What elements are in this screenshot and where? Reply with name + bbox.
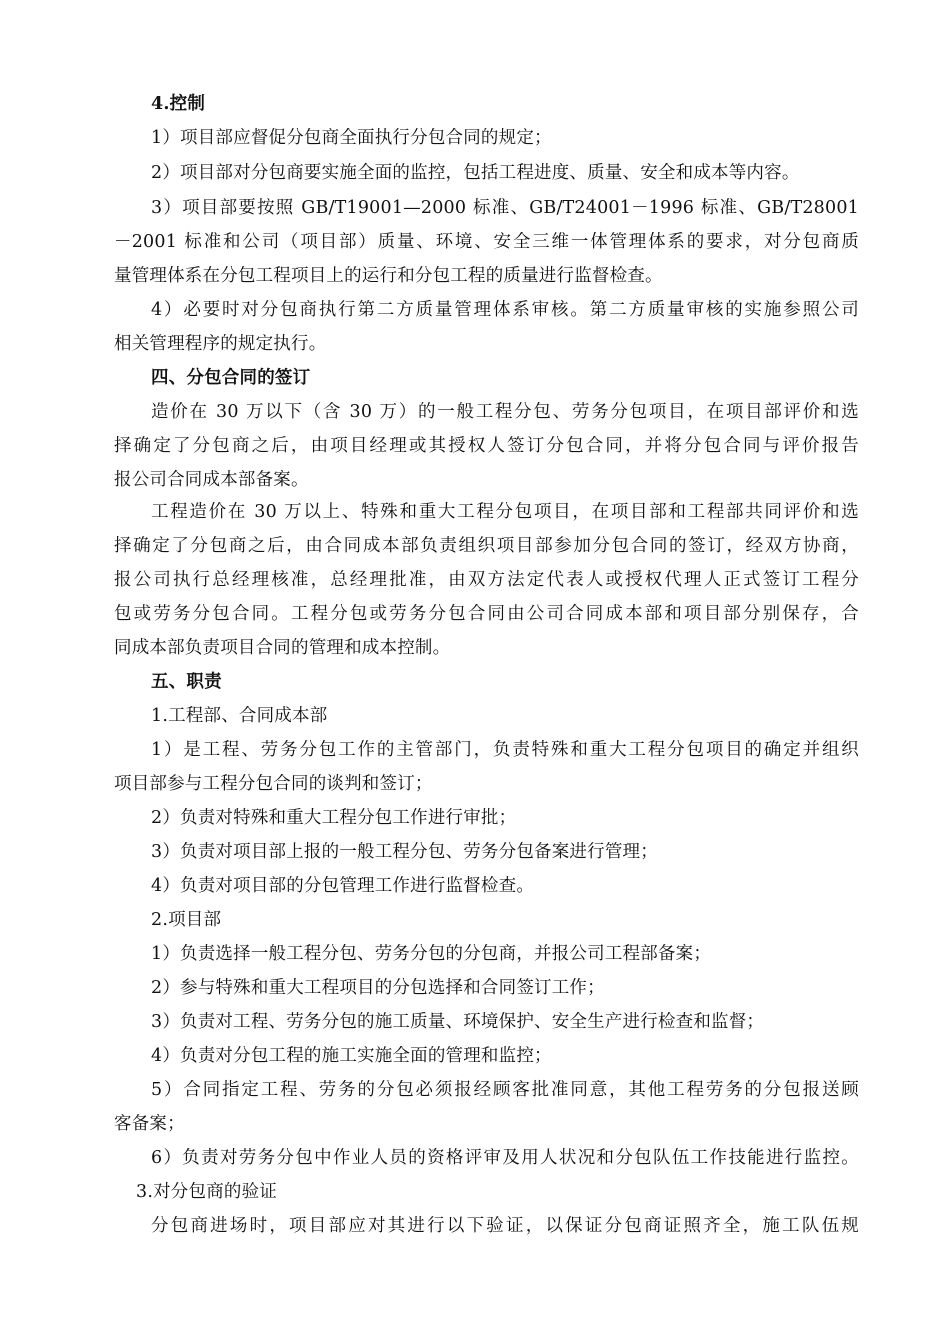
paragraph-line: 1）负责选择一般工程分包、劳务分包的分包商，并报公司工程部备案； (151, 944, 712, 964)
section-heading-responsibilities: 五、职责 (151, 672, 222, 692)
subsection-heading: 2.项目部 (151, 910, 222, 930)
paragraph-line: 1）是工程、劳务分包工作的主管部门，负责特殊和重大工程分包项目的确定并组织 (151, 740, 859, 760)
section-heading-contract-signing: 四、分包合同的签订 (151, 368, 311, 388)
paragraph-line: 4）必要时对分包商执行第二方质量管理体系审核。第二方质量审核的实施参照公司 (151, 300, 859, 320)
paragraph-line: 相关管理程序的规定执行。 (114, 334, 327, 354)
paragraph-line: 4）负责对分包工程的施工实施全面的管理和监控； (151, 1046, 552, 1066)
paragraph-line: 造价在 30 万以下（含 30 万）的一般工程分包、劳务分包项目，在项目部评价和选 (151, 402, 859, 422)
paragraph-line: 客备案； (114, 1114, 185, 1134)
paragraph-line: 4）负责对项目部的分包管理工作进行监督检查。 (151, 876, 535, 896)
paragraph-line: 2）参与特殊和重大工程项目的分包选择和合同签订工作； (151, 978, 605, 998)
paragraph-line: 择确定了分包商之后，由项目经理或其授权人签订分包合同，并将分包合同与评价报告 (114, 436, 859, 456)
paragraph-line: －2001 标准和公司（项目部）质量、环境、安全三维一体管理体系的要求，对分包商质 (114, 232, 859, 252)
paragraph-line: 分包商进场时，项目部应对其进行以下验证，以保证分包商证照齐全，施工队伍规 (151, 1216, 859, 1236)
paragraph-line: 2）项目部对分包商要实施全面的监控，包括工程进度、质量、安全和成本等内容。 (151, 163, 800, 183)
paragraph-line: 同成本部负责项目合同的管理和成本控制。 (114, 638, 451, 658)
section-heading-control: 4.控制 (151, 94, 206, 114)
subsection-heading: 1.工程部、合同成本部 (151, 706, 328, 726)
paragraph-line: 包或劳务分包合同。工程分包或劳务分包合同由公司合同成本部和项目部分别保存，合 (114, 604, 859, 624)
paragraph-line: 报公司执行总经理核准，总经理批准，由双方法定代表人或授权代理人正式签订工程分 (114, 570, 859, 590)
paragraph-line: 3）负责对工程、劳务分包的施工质量、环境保护、安全生产进行检查和监督； (151, 1012, 765, 1032)
paragraph-line: 6）负责对劳务分包中作业人员的资格评审及用人状况和分包队伍工作技能进行监控。 (151, 1148, 859, 1168)
paragraph-line: 报公司合同成本部备案。 (114, 470, 309, 490)
paragraph-line: 择确定了分包商之后，由合同成本部负责组织项目部参加分包合同的签订，经双方协商， (114, 536, 859, 556)
subsection-heading: 3.对分包商的验证 (136, 1182, 277, 1202)
paragraph-line: 项目部参与工程分包合同的谈判和签订； (114, 774, 433, 794)
paragraph-line: 1）项目部应督促分包商全面执行分包合同的规定； (151, 128, 552, 148)
paragraph-line: 工程造价在 30 万以上、特殊和重大工程分包项目，在项目部和工程部共同评价和选 (151, 502, 859, 522)
paragraph-line: 3）项目部要按照 GB/T19001—2000 标准、GB/T24001－1996 标准、GB/T28001 (151, 198, 859, 218)
paragraph-line: 3）负责对项目部上报的一般工程分包、劳务分包备案进行管理； (151, 842, 658, 862)
paragraph-line: 2）负责对特殊和重大工程分包工作进行审批； (151, 808, 517, 828)
paragraph-line: 5）合同指定工程、劳务的分包必须报经顾客批准同意，其他工程劳务的分包报送顾 (151, 1080, 859, 1100)
paragraph-line: 量管理体系在分包工程项目上的运行和分包工程的质量进行监督检查。 (114, 266, 663, 286)
